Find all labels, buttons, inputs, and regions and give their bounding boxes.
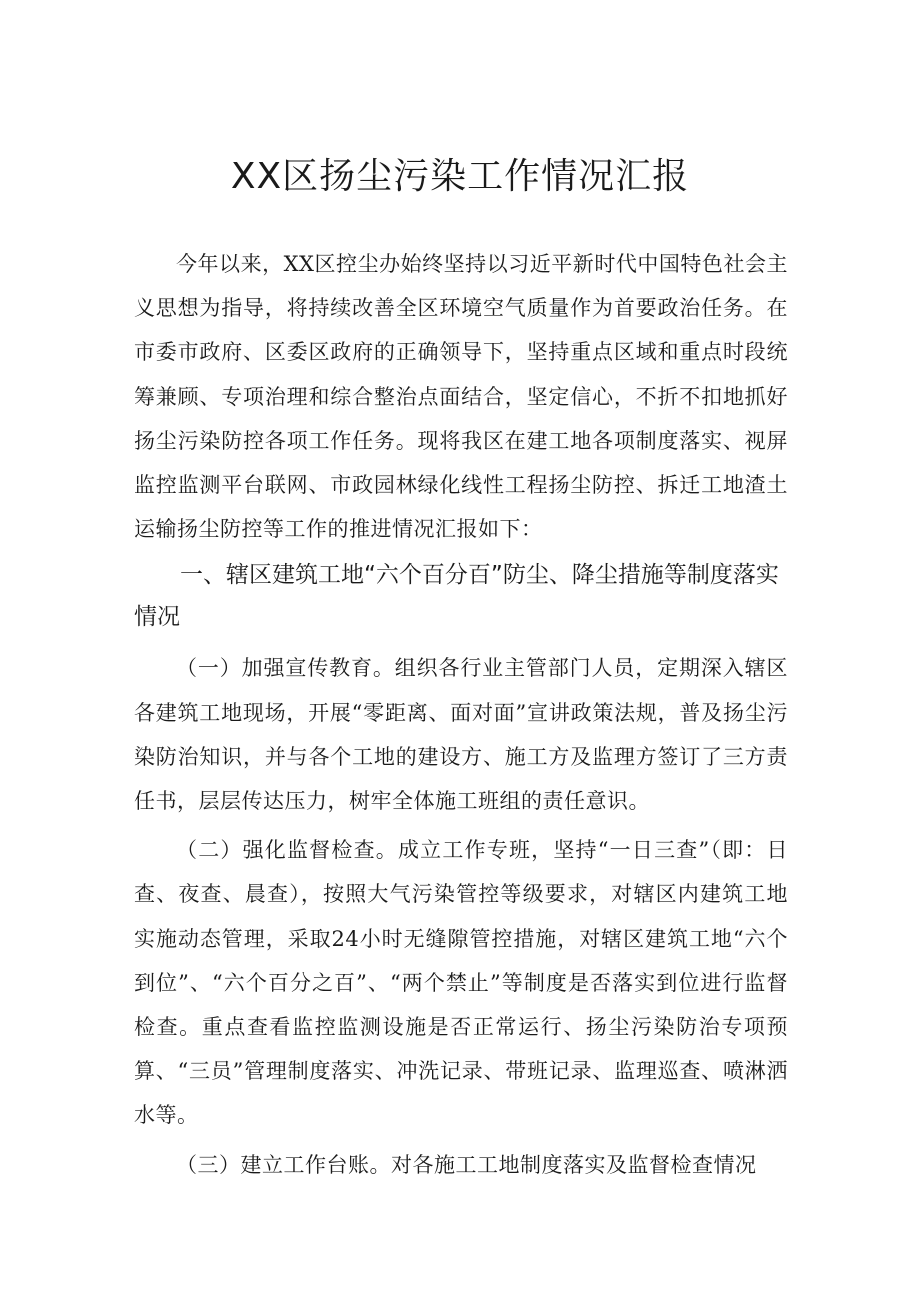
intro-paragraph: 今年以来，XX区控尘办始终坚持以习近平新时代中国特色社会主义思想为指导，将持续改善全区环境空气质量作为首要政治任务。在市委市政府、区委区政府的正确领导下，坚持重点区域和重点时段统筹兼顾、专项治理和综合整治点面结合，坚定信心，不折不扣地抓好扬尘污染防控各项工作任务。现将我区在建工地各项制度落实、视屏监控监测平台联网、市政园林绿化线性工程扬尘防控、拆迁工地渣土运输扬尘防控等工作的推进情况汇报如下： — [134, 252, 788, 542]
paragraph-work-ledger: （三）建立工作台账。对各施工工地制度落实及监督检查情况 — [176, 1152, 757, 1177]
paragraph-supervision-inspection: （二）强化监督检查。成立工作专班，坚持“一日三查”（即：日查、夜查、晨查），按照大气污染管控等级要求，对辖区内建筑工地实施动态管理，采取24小时无缝隙管控措施，对辖区建筑工地“六个到位”、“六个百分之百”、“两个禁止”等制度是否落实到位进行监督检查。重点查看监控监测设施是否正常运行、扬尘污染防治专项预算、“三员”管理制度落实、冲洗记录、带班记录、监理巡查、喷淋洒水等。 — [134, 838, 788, 1128]
paragraph-publicity-education: （一）加强宣传教育。组织各行业主管部门人员，定期深入辖区各建筑工地现场，开展“零距离、面对面”宣讲政策法规，普及扬尘污染防治知识，并与各个工地的建设方、施工方及监理方签订了三方责任书，层层传达压力，树牢全体施工班组的责任意识。 — [134, 656, 788, 814]
section-heading: 一、辖区建筑工地“六个百分百”防尘、降尘措施等制度落实情况 — [134, 562, 779, 631]
document-body — [134, 242, 788, 1187]
document-title: XX区扬尘污染工作情况汇报 — [230, 156, 690, 197]
